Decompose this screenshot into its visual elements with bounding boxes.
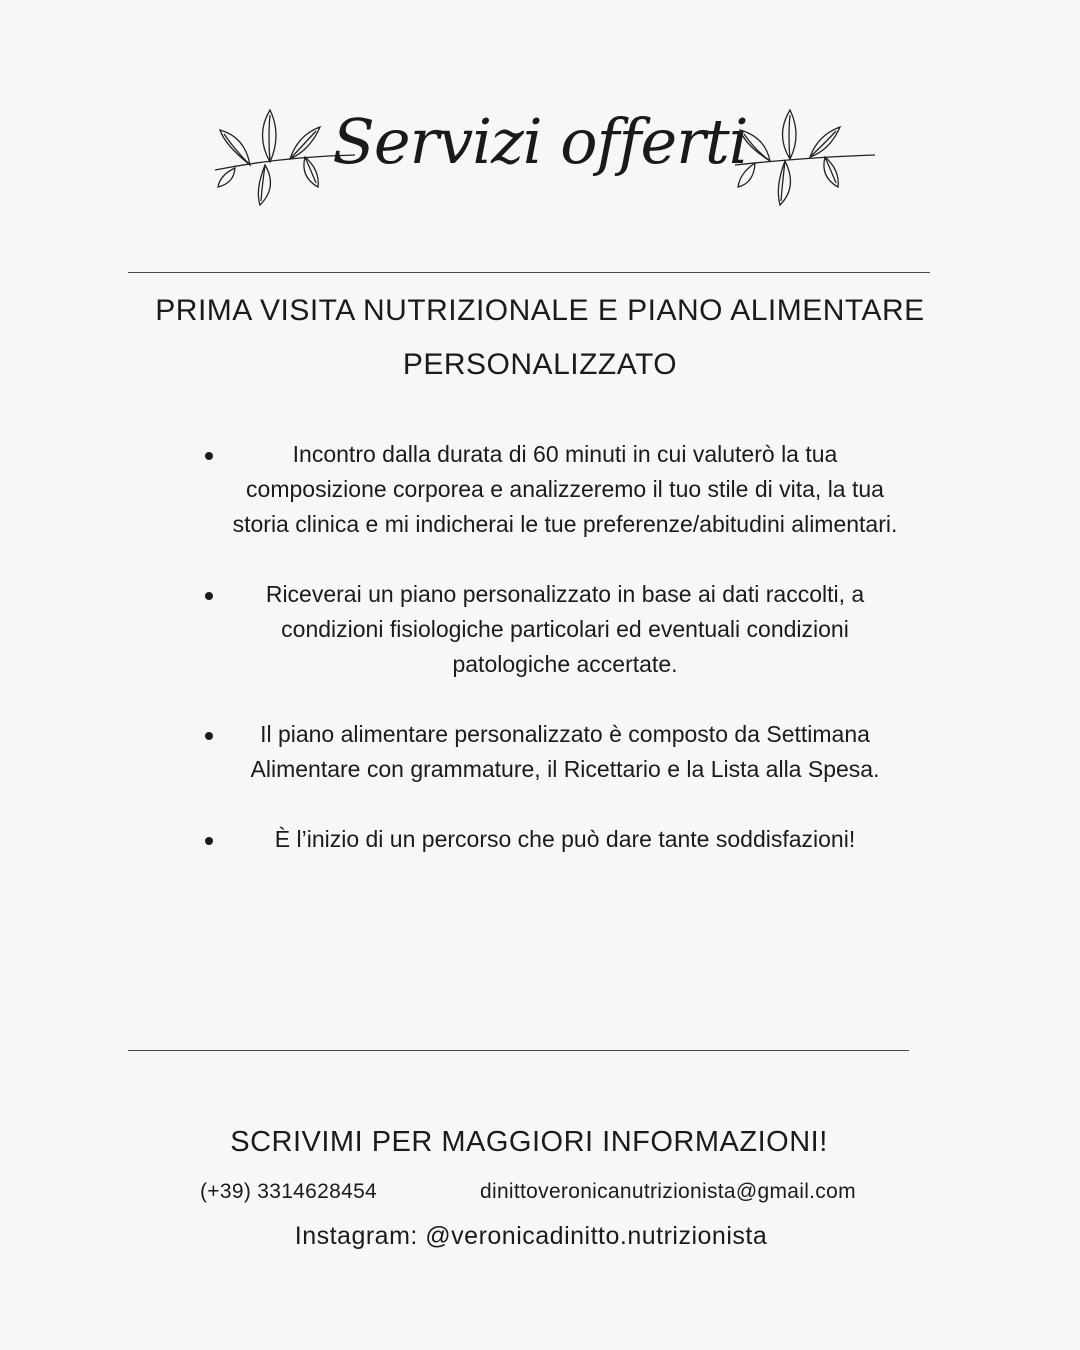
- top-divider: [128, 272, 930, 273]
- email-address[interactable]: dinittoveronicanutrizionista@gmail.com: [480, 1180, 856, 1203]
- service-title: PRIMA VISITA NUTRIZIONALE E PIANO ALIMENTARE PERSONALIZZATO: [155, 294, 925, 381]
- instagram-handle[interactable]: Instagram: @veronicadinitto.nutrizionista: [294, 1222, 768, 1250]
- bullet-icon: [205, 452, 213, 460]
- service-bullet-list: [200, 437, 900, 892]
- list-item: [200, 822, 900, 857]
- bullet-text: Riceverai un piano personalizzato in base ai dati raccolti, a condizioni fisiologiche particolari ed eventuali condizioni patologiche accertate.: [265, 581, 865, 677]
- bullet-icon: [205, 732, 213, 740]
- bullet-icon: [205, 837, 213, 845]
- contact-heading: SCRIVIMI PER MAGGIORI INFORMAZIONI!: [230, 1126, 828, 1158]
- bullet-text: È l’inizio di un percorso che può dare tante soddisfazioni!: [274, 826, 856, 852]
- bottom-divider: [128, 1050, 909, 1051]
- list-item: [200, 717, 900, 787]
- list-item: [200, 577, 900, 682]
- bullet-icon: [205, 592, 213, 600]
- bullet-text: Incontro dalla durata di 60 minuti in cui valuterò la tua composizione corporea e analizzeremo il tuo stile di vita, la tua storia clinica e mi indicherai le tue preferenze/abitudini alimentari.: [232, 441, 898, 537]
- olive-branch-icon: [730, 95, 880, 215]
- phone-number[interactable]: (+39) 3314628454: [200, 1180, 378, 1203]
- page-title: Servizi offerti: [332, 105, 748, 178]
- header: [0, 95, 1080, 215]
- list-item: [200, 437, 900, 542]
- bullet-text: Il piano alimentare personalizzato è composto da Settimana Alimentare con grammature, il Ricettario e la Lista alla Spesa.: [250, 721, 880, 782]
